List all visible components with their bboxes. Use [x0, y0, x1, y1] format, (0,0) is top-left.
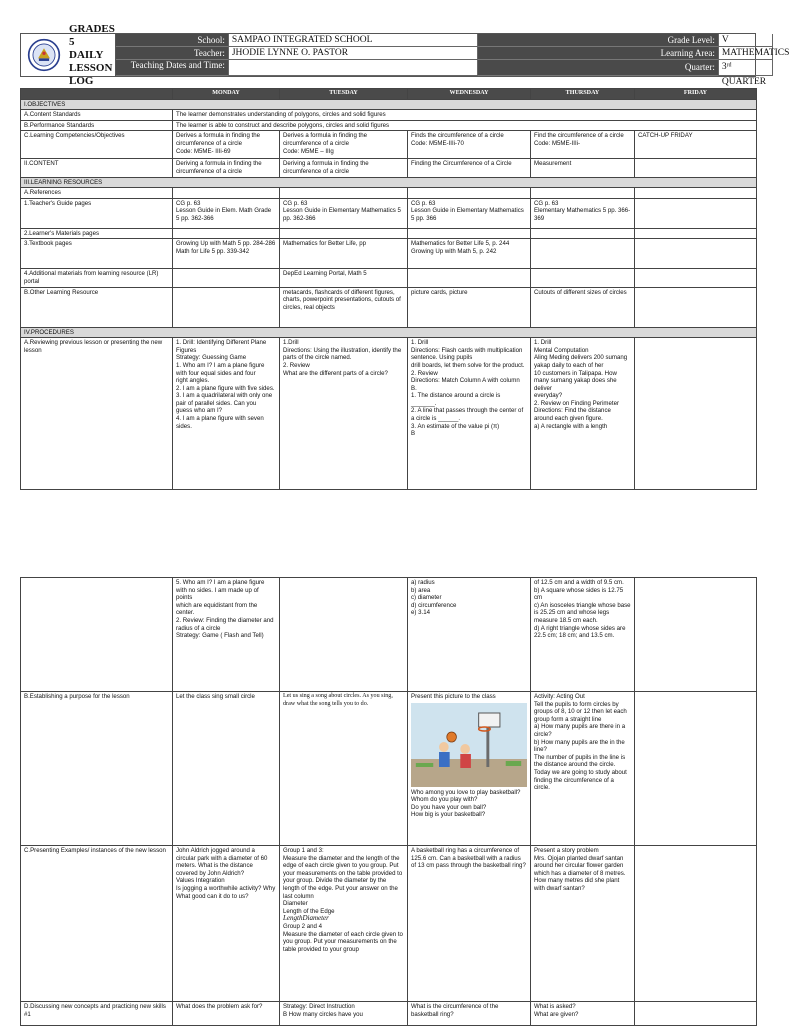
row-label-examples: C.Presenting Examples/ instances of the new lesson [21, 846, 173, 1002]
row-label-discussing: D.Discussing new concepts and practicing new skills #1 [21, 1002, 173, 1026]
table-cell: Find the circumference of a circle Code: M5ME-IIIi- [531, 131, 635, 159]
table-cell: CG p. 63 Lesson Guide in Elementary Mathematics 5 pp. 366 [408, 198, 531, 228]
blank-header [21, 89, 173, 100]
table-cell: Finding the Circumference of a Circle [408, 159, 531, 177]
table-row [21, 120, 757, 131]
table-cell: 1. Drill Directions: Flash cards with multiplication sentence. Using pupils drill boards, let them solve for the product. 2. Review Directions: Match Column A with column B. 1. The distance around a circle is _______. 2. A line that passes through the center of a circle is ______. 3. An estimate of the value pi (π) B [408, 338, 531, 490]
table-cell [531, 269, 635, 287]
learning-area-value: MATHEMATICS [718, 47, 773, 60]
table-cell: DepEd Learning Portal, Math 5 [280, 269, 408, 287]
table-cell: 1. Drill Mental Computation Aling Meding delivers 200 sumang yakap daily to each of her 10 customers in Talipapa. How many sumang yakap does she deliver everyday? 2. Review on Finding Perimeter Directions: Find the distance around each given figure. a) A rectangle with a length [531, 338, 635, 490]
grade-level-label: Grade Level: [478, 34, 718, 47]
table-row [21, 131, 757, 159]
formula-text: LengthDiameter [283, 914, 329, 923]
quarter-label: Quarter: [478, 60, 718, 76]
teaching-dates-value [228, 60, 478, 76]
table-cell [173, 287, 280, 327]
content-standards: The learner demonstrates understanding of polygons, circles and solid figures [173, 110, 757, 121]
header-fields [116, 34, 789, 87]
table-row [21, 578, 757, 692]
row-label-reviewing: A.Reviewing previous lesson or presenting the new lesson [21, 338, 173, 490]
day-tuesday: TUESDAY [280, 89, 408, 100]
table-cell: What is the circumference of the basketball ring? [408, 1002, 531, 1026]
learning-area-label: Learning Area: [478, 47, 718, 60]
table-cell: Derives a formula in finding the circumference of a circle Code: M5ME – IIIg [280, 131, 408, 159]
section-row [21, 177, 757, 188]
table-cell [635, 692, 757, 846]
section-procedures: IV.PROCEDURES [21, 327, 757, 338]
table-cell: Deriving a formula in finding the circumference of a circle [173, 159, 280, 177]
table-cell [280, 228, 408, 239]
basketball-scene-image [411, 703, 527, 787]
table-row [21, 1002, 757, 1026]
deped-seal-icon [27, 38, 61, 72]
row-label-lr-portal: 4.Additional materials from learning resource (LR) portal [21, 269, 173, 287]
table-cell [635, 578, 757, 692]
table-row [21, 239, 757, 269]
table-cell: 1. Drill: Identifying Different Plane Figures Strategy: Guessing Game 1. Who am I? I am a plane figure with four equal sides and four right angles. 2. I am a plane figure with five sides. 3. I am a quadrilateral with only one pair of parallel sides. Can you guess who am I? 4. I am a plane figure with seven sides. [173, 338, 280, 490]
row-label-textbook: 3.Textbook pages [21, 239, 173, 269]
group-instructions: Group 1 and 3: Measure the diameter and the length of the edge of each circle given to you group. Put your measurements on the table provided to your group. Divide the diameter by the length of the edge. Put your answer on the last column Diameter Length of the Edge [283, 847, 403, 915]
table-cell: 5. Who am I? I am a plane figure with no sides. I am made up of points which are equidistant from the center. 2. Review: Finding the diameter and radius of a circle Strategy: Game ( Flash and Tell) [173, 578, 280, 692]
table-cell: CG p. 63 Lesson Guide in Elementary Mathematics 5 pp. 362-366 [280, 198, 408, 228]
purpose-questions: Who among you love to play basketball? Whom do you play with? Do you have your own ball? How big is your basketball? [411, 788, 521, 819]
table-row [21, 198, 757, 228]
table-row [21, 228, 757, 239]
table-cell [635, 287, 757, 327]
table-row [21, 846, 757, 1002]
row-label-references: A.References [21, 188, 173, 199]
table-cell [635, 846, 757, 1002]
day-friday: FRIDAY [635, 89, 757, 100]
table-cell [173, 228, 280, 239]
table-cell: metacards, flashcards of different figures, charts, powerpoint presentations, cutouts of circles, real objects [280, 287, 408, 327]
teacher-label: Teacher: [116, 47, 228, 60]
table-cell [280, 188, 408, 199]
table-cell: Deriving a formula in finding the circumference of a circle [280, 159, 408, 177]
row-label-learners-materials: 2.Learner's Materials pages [21, 228, 173, 239]
table-cell: a) radius b) area c) diameter d) circumference e) 3.14 [408, 578, 531, 692]
table-cell [531, 188, 635, 199]
table-cell: CG p. 63 Lesson Guide in Elem. Math Grade 5 pp. 362-366 [173, 198, 280, 228]
table-cell [531, 239, 635, 269]
lesson-log-table-page-1 [20, 88, 757, 490]
group-instructions-2: Group 2 and 4 Measure the diameter of each circle given to you group. Put your measurements on the table provided to your group [283, 922, 403, 953]
section-row [21, 99, 757, 110]
table-cell [635, 159, 757, 177]
school-value: SAMPAO INTEGRATED SCHOOL [228, 34, 478, 47]
logo-block [21, 22, 116, 87]
table-cell [408, 692, 531, 846]
table-cell: A basketball ring has a circumference of 125.6 cm. Can a basketball with a radius of 13 cm pass through the basketball ring? [408, 846, 531, 1002]
table-row [21, 287, 757, 327]
day-header-row [21, 89, 757, 100]
teaching-dates-label: Teaching Dates and Time: [116, 60, 228, 76]
table-row [21, 338, 757, 490]
table-cell: Cutouts of different sizes of circles [531, 287, 635, 327]
row-label-content-standards: A.Content Standards [21, 110, 173, 121]
teacher-value: JHODIE LYNNE O. PASTOR [228, 47, 478, 60]
day-monday: MONDAY [173, 89, 280, 100]
row-label-content: II.CONTENT [21, 159, 173, 177]
row-label-other-resource: B.Other Learning Resource [21, 287, 173, 327]
table-cell: Measurement [531, 159, 635, 177]
section-learning-resources: III.LEARNING RESOURCES [21, 177, 757, 188]
table-cell [635, 198, 757, 228]
row-label-purpose: B.Establishing a purpose for the lesson [21, 692, 173, 846]
table-cell: Mathematics for Better Life, pp [280, 239, 408, 269]
purpose-text: Present this picture to the class [411, 693, 496, 700]
school-label: School: [116, 34, 228, 47]
table-cell: Finds the circumference of a circle Code: M5ME-IIIi-70 [408, 131, 531, 159]
table-cell [280, 846, 408, 1002]
log-title [69, 23, 115, 88]
table-cell [635, 338, 757, 490]
table-row [21, 692, 757, 846]
row-label-performance-standards: B.Performance Standards [21, 120, 173, 131]
table-cell: Growing Up with Math 5 pp. 284-286 Math for Life 5 pp. 339-342 [173, 239, 280, 269]
table-cell [408, 269, 531, 287]
table-cell [408, 228, 531, 239]
table-cell [408, 188, 531, 199]
quarter-value: 3ʳᵈ QUARTER [718, 60, 773, 76]
table-cell: What is asked? What are given? [531, 1002, 635, 1026]
table-cell: of 12.5 cm and a width of 9.5 cm. b) A square whose sides is 12.75 cm c) An isosceles triangle whose base is 25.25 cm and whose legs measure 18.5 cm each. d) A right triangle whose sides are 22.5 cm; 18 cm; and 13.5 cm. [531, 578, 635, 692]
title-daily-lesson-log: DAILY LESSON LOG [69, 48, 113, 87]
table-cell [173, 269, 280, 287]
table-row [21, 188, 757, 199]
table-row [21, 110, 757, 121]
section-objectives: I.OBJECTIVES [21, 99, 757, 110]
table-cell: Derives a formula in finding the circumference of a circle Code: M5ME- IIIi-69 [173, 131, 280, 159]
lesson-log-header [20, 22, 789, 87]
table-cell: Let the class sing small circle [173, 692, 280, 846]
day-thursday: THURSDAY [531, 89, 635, 100]
table-cell [635, 239, 757, 269]
table-cell [280, 578, 408, 692]
table-cell [635, 1002, 757, 1026]
table-cell [531, 228, 635, 239]
table-cell: picture cards, picture [408, 287, 531, 327]
table-cell: CATCH-UP FRIDAY [635, 131, 757, 159]
table-cell [173, 188, 280, 199]
title-grade: GRADES 5 [69, 22, 115, 48]
row-label-teachers-guide: 1.Teacher's Guide pages [21, 198, 173, 228]
table-cell: What does the problem ask for? [173, 1002, 280, 1026]
section-row [21, 327, 757, 338]
grade-level-value: V [718, 34, 773, 47]
table-cell [635, 269, 757, 287]
table-cell: Strategy: Direct Instruction B How many circles have you [280, 1002, 408, 1026]
table-cell: Activity: Acting Out Tell the pupils to form circles by groups of 8, 10 or 12 then let each group form a straight line a) How many pupils are there in a circle? b) How many pupils are the in the line? The number of pupils in the line is the distance around the circle. Today we are going to study about finding the circumference of a circle. [531, 692, 635, 846]
table-cell [635, 188, 757, 199]
table-cell [21, 578, 173, 692]
table-cell: CG p. 63 Elementary Mathematics 5 pp. 366-369 [531, 198, 635, 228]
table-cell [635, 228, 757, 239]
table-row [21, 159, 757, 177]
table-cell: John Aldrich jogged around a circular park with a diameter of 60 meters. What is the distance covered by John Aldrich? Values Integration Is jogging a worthwhile activity? Why What good can it do to us? [173, 846, 280, 1002]
table-cell: Let us sing a song about circles. As you sing, draw what the song tells you to do. [280, 692, 408, 846]
row-label-competencies: C.Learning Competencies/Objectives [21, 131, 173, 159]
lesson-log-table-page-2 [20, 577, 757, 1026]
table-cell: 1.Drill Directions: Using the illustration, identify the parts of the circle named. 2. Review What are the different parts of a circle? [280, 338, 408, 490]
performance-standards: The learner is able to construct and describe polygons, circles and solid figures [173, 120, 757, 131]
table-cell: Mathematics for Better Life 5, p. 244 Growing Up with Math 5, p. 242 [408, 239, 531, 269]
table-cell: Present a story problem Mrs. Ojojan planted dwarf santan around her circular flower garden which has a diameter of 8 metres. How many metres did she plant with dwarf santan? [531, 846, 635, 1002]
day-wednesday: WEDNESDAY [408, 89, 531, 100]
table-row [21, 269, 757, 287]
